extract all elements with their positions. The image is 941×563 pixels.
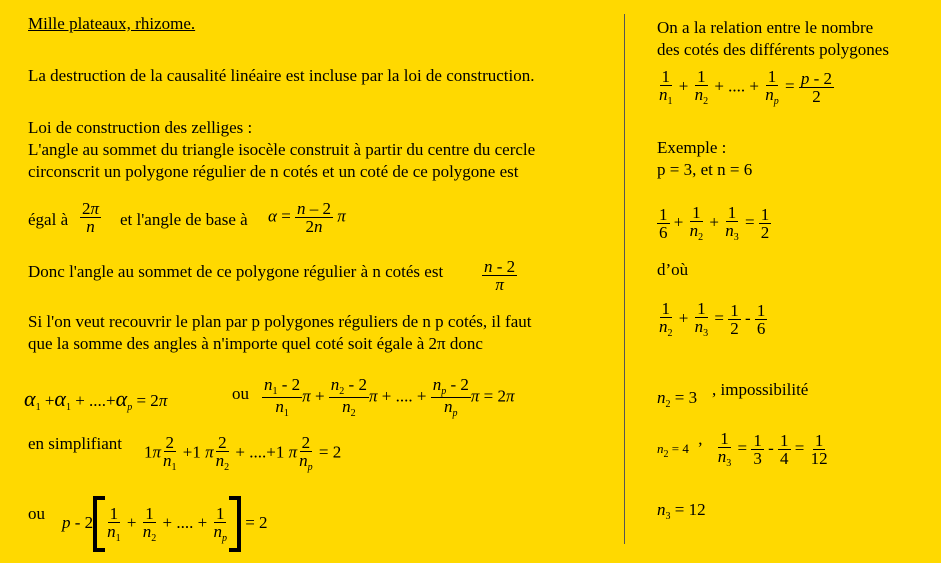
formula-simplified: 1π $\frac{2}{n_1}$ +1 π $\frac{2}{n_2}$ + ....+1 π $\frac{2}{n_p}$ = 2: [144, 433, 342, 473]
text-egal-a: égal à: [28, 210, 69, 229]
paragraph-causality: La destruction de la causalité linéaire est incluse par la loi de construction.: [28, 66, 535, 85]
formula-reciprocal-sum: $\frac{1}{n_1}$ + $\frac{1}{n_2}$ + .... + $\frac{1}{n_p}$ = $\frac{p - 2}{2}$: [659, 67, 833, 107]
paragraph-angle-line2: circonscrit un polygone régulier de n cotés et un coté de ce polygone est: [28, 162, 519, 181]
right-intro-line1: On a la relation entre le nombre: [657, 18, 874, 37]
text-ou-1: ou: [232, 384, 249, 403]
paragraph-cover-line2: que la somme des angles à n'importe quel coté soit égale à 2π donc: [28, 334, 483, 353]
formula-n3-eq-12: $n_3 = 12$: [657, 500, 706, 522]
formula-bracket-sum: p - 2 $\frac{1}{n_1}$ + $\frac{1}{n_2}$ + .... + $\frac{1}{n_p}$ = 2: [62, 496, 268, 552]
paragraph-heading-law: Loi de construction des zelliges :: [28, 118, 253, 137]
page-title: Mille plateaux, rhizome.: [28, 14, 196, 33]
text-dou: d’où: [657, 260, 689, 279]
n3-value: = 12: [674, 500, 706, 519]
formula-alpha: α = $\frac{n - 2}{2n}$ π: [268, 199, 346, 236]
formula-n2-eq-3: $n_2 = 3$: [657, 388, 698, 410]
formula-n2-eq-4: $n_2 = 4$ ’ $\frac{1}{n_3}$ = $\frac{1}{3}$ - $\frac{1}{4}$ = $\frac{1}{12}$: [657, 429, 828, 469]
formula-2pi-over-n: $\frac{2\pi}{n}$: [82, 199, 100, 236]
paragraph-angle-line1: L'angle au sommet du triangle isocèle construit à partir du centre du cercle: [28, 140, 536, 159]
text-impossibilite: , impossibilité: [712, 380, 809, 399]
text-base-angle: et l'angle de base à: [120, 210, 248, 229]
paragraph-cover-line1: Si l'on veut recouvrir le plan par p polygones réguliers de n p cotés, il faut: [28, 312, 532, 331]
example-heading: Exemple :: [657, 138, 727, 157]
column-divider: [624, 14, 625, 544]
formula-example-sum: $\frac{1}{6}$ + $\frac{1}{n_2}$ + $\frac{1}{n_3}$ = $\frac{1}{2}$: [659, 203, 770, 243]
formula-dou: $\frac{1}{n_2}$ + $\frac{1}{n_3}$ = $\frac{1}{2}$ - $\frac{1}{6}$: [659, 299, 766, 339]
text-ou-2: ou: [28, 504, 45, 523]
text-en-simplifiant: en simplifiant: [28, 434, 122, 453]
paragraph-summit-angle: Donc l'angle au sommet de ce polygone régulier à n cotés est: [28, 262, 444, 281]
formula-angle-sum-long: $\frac{n_1 - 2}{n_1}$ π + $\frac{n_2 - 2}{n_2}$ π + .... + $\frac{n_p - 2}{n_p}$ π = 2π: [264, 375, 515, 419]
example-values: p = 3, et n = 6: [657, 160, 753, 179]
formula-alpha-sum: $\alpha_1 +\alpha_1 + ....+\alpha_p = 2\pi$: [24, 386, 168, 413]
formula-n-minus-2-over-pi: $\frac{n - 2}{\pi}$: [484, 257, 516, 294]
right-intro-line2: des cotés des différents polygones: [657, 40, 889, 59]
